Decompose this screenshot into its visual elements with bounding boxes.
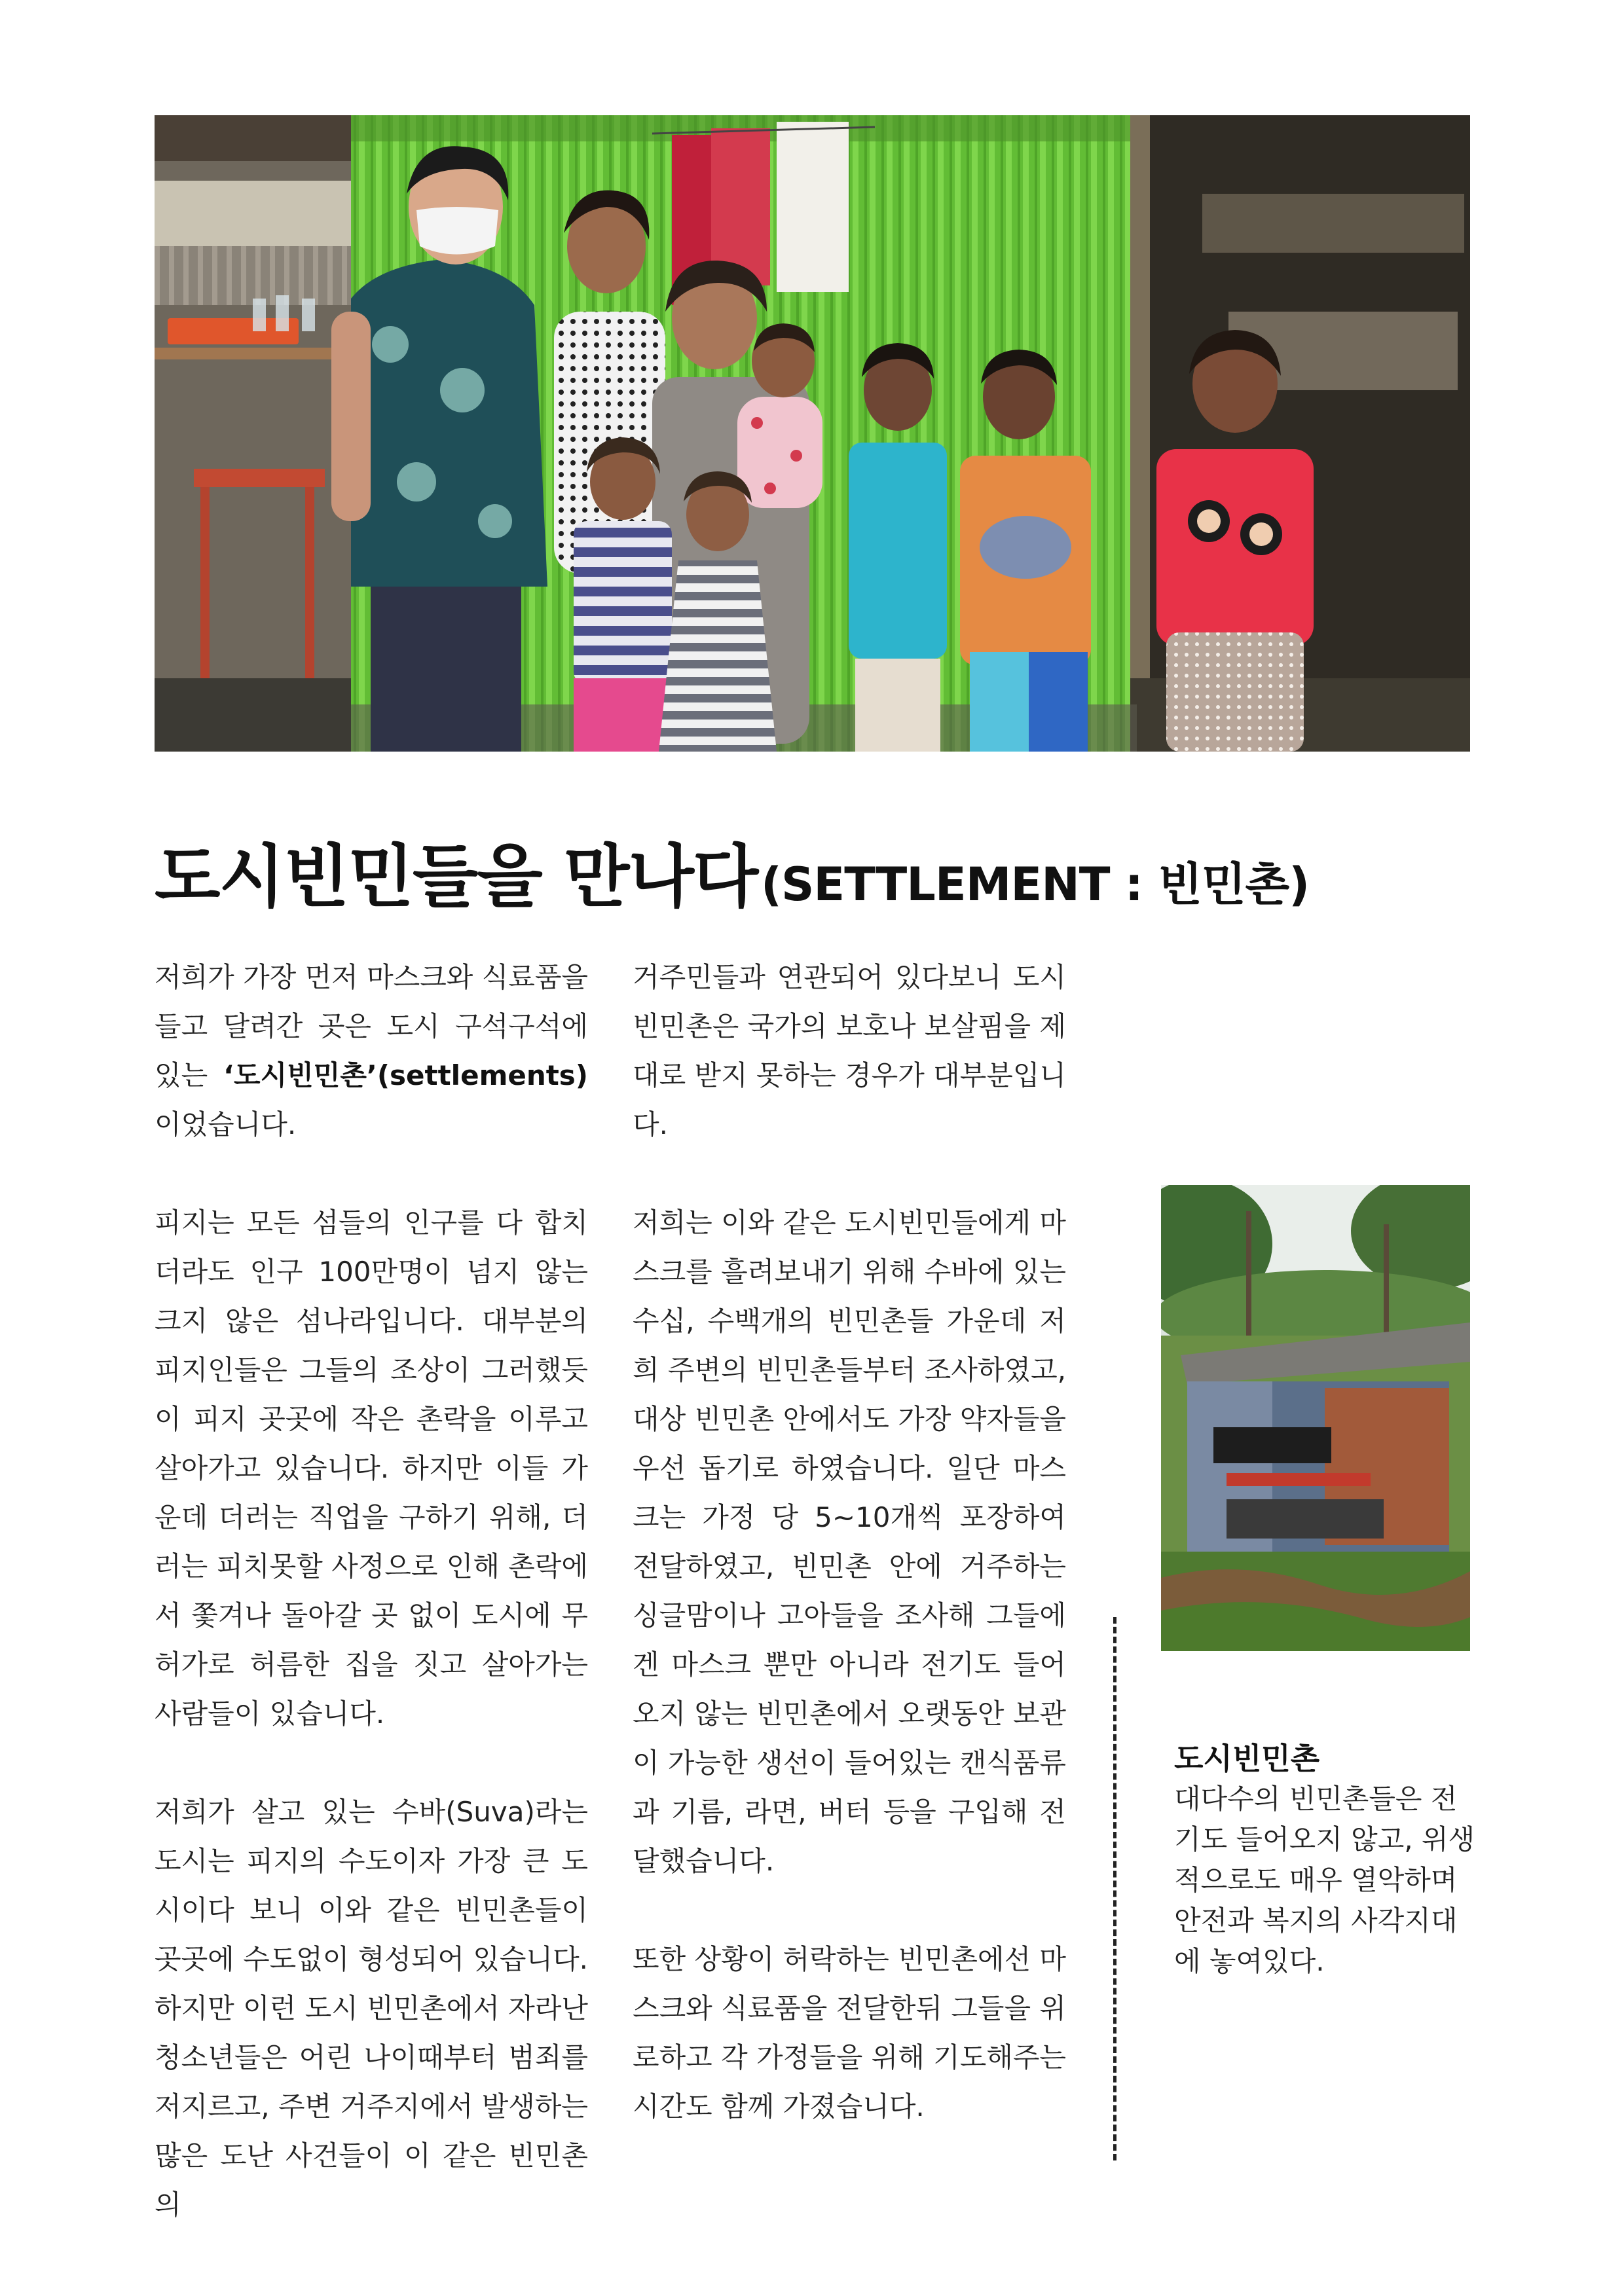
title-sub: (SETTLEMENT : 빈민촌) [760,858,1310,911]
paragraph-masks-distribution: 저희는 이와 같은 도시빈민들에게 마스크를 흘려보내기 위해 수바에 있는 수십, 수백개의 빈민촌들 가운데 저희 주변의 빈민촌들부터 조사하였고, 대상 빈민촌 안에서도 가장 약자들을 우선 돕기로 하였습니다. 일단 마스크는 가정 당 5~10개씩 포장하여 전달하였고, 빈민촌 안에 거주하는 싱글맘이나 고아들을 조사해 그들에겐 마스크 뿐만 아니라 전기도 들어오지 않는 빈민촌에서 오랫동안 보관이 가능한 생선이 들어있는 캔식품류과 기름, 라면, 버터 등을 구입해 전달했습니다. [633,1207,1066,1877]
paragraph-fiji-population: 피지는 모든 섬들의 인구를 다 합치더라도 인구 100만명이 넘지 않는 크지 않은 섬나라입니다. 대부분의 피지인들은 그들의 조상이 그러했듯이 피지 곳곳에 작은 촌락을 이루고 살아가고 있습니다. 하지만 이들 가운데 더러는 직업을 구하기 위해, 더러는 피치못할 사정으로 인해 촌락에서 쫓겨나 돌아갈 곳 없이 도시에 무허가로 허름한 집을 짓고 살아가는 사람들이 있습니다. [155,1207,588,1730]
dashed-divider [1113,1617,1116,2160]
paragraph-residents: 거주민들과 연관되어 있다보니 도시빈민촌은 국가의 보호나 보살핌을 제대로 받지 못하는 경우가 대부분입니다. [633,961,1066,1140]
settlement-photo [1161,1185,1470,1651]
caption-title: 도시빈민촌 [1174,1741,1320,1776]
page-title [155,822,1309,920]
caption-body: 대다수의 빈민촌들은 전기도 들어오지 않고, 위생적으로도 매우 열악하며 안전과 복지의 사각지대에 놓여있다. [1174,1783,1475,1977]
intro-text-before: 저희가 가장 먼저 마스크와 식료품을 들고 달려간 곳은 도시 구석구석에 있는 [155,961,588,1091]
paragraph-suva: 저희가 살고 있는 수바(Suva)라는 도시는 피지의 수도이자 가장 큰 도시이다 보니 이와 같은 빈민촌들이 곳곳에 수도없이 형성되어 있습니다. 하지만 이런 도시 빈민촌에서 자라난 청소년들은 어린 나이때부터 범죄를 저지르고, 주변 거주지에서 발생하는 많은 도난 사건들이 이 같은 빈민촌의 [155,1796,588,2221]
group-photo-illustration [155,115,1470,752]
photo-caption [1174,1738,1482,1982]
paragraph-prayer: 또한 상황이 허락하는 빈민촌에선 마스크와 식료품을 전달한뒤 그들을 위로하고 각 가정들을 위해 기도해주는 시간도 함께 가졌습니다. [633,1943,1066,2123]
paragraph-intro [155,953,588,1149]
hero-photo [155,115,1470,752]
body-column-middle [633,953,1066,2131]
intro-bold-term: ‘도시빈민촌’(settlements) [223,1059,588,1091]
settlement-shack-illustration [1161,1185,1470,1651]
intro-text-after: 이었습니다. [155,1108,297,1140]
body-column-left [155,953,588,2229]
title-main: 도시빈민들을 만나다 [155,837,758,917]
